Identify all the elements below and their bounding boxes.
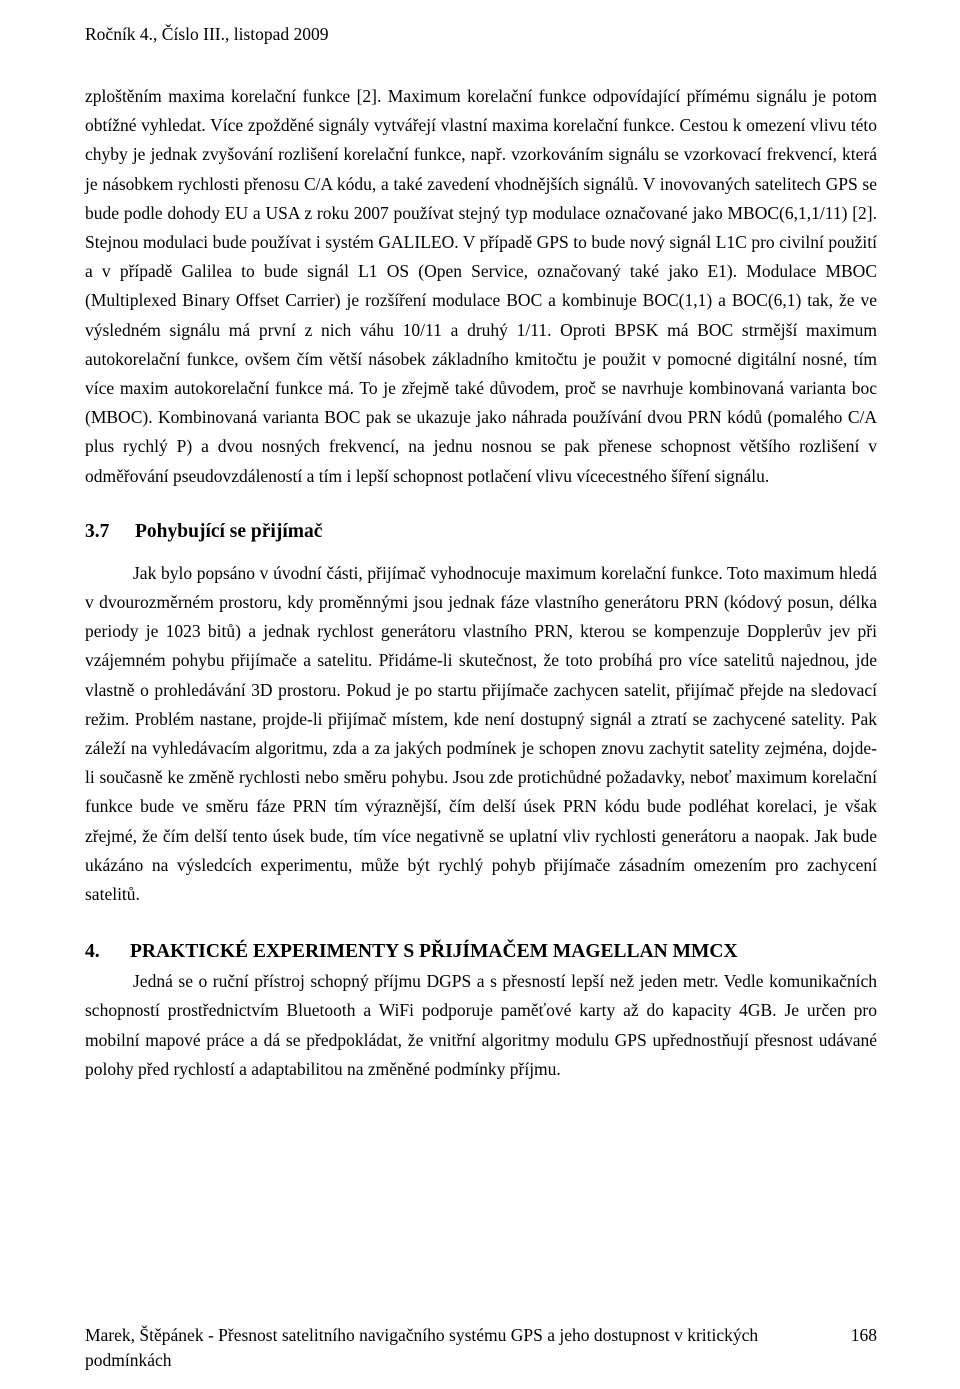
section-number: 4.	[85, 941, 100, 963]
page-content	[85, 82, 877, 1084]
page-footer	[85, 1323, 877, 1373]
section-title: Pohybující se přijímač	[135, 520, 323, 542]
section-heading-3-7	[85, 517, 877, 547]
section-3-7-paragraph: Jak bylo popsáno v úvodní části, přijímač vyhodnocuje maximum korelační funkce. Toto maximum hledá v dvourozměrném prostoru, kdy proměnnými jsou jednak fáze vlastního generátoru PRN (kódový posun, délka periody je 1023 bitů) a jednak rychlost generátoru vlastního PRN, kterou se kompenzuje Dopplerův jev při vzájemném pohybu přijímače a satelitu. Přidáme-li skutečnost, že toto probíhá pro více satelitů najednou, jde vlastně o prohledávání 3D prostoru. Pokud je po startu přijímače zachycen satelit, přijímač přejde na sledovací režim. Problém nastane, projde-li přijímač místem, kde není dostupný signál a ztratí se zachycené satelity. Pak záleží na vyhledávacím algoritmu, zda a za jakých podmínek je schopen znovu zachytit satelity zejména, dojde-li současně ke změně rychlosti nebo směru pohybu. Jsou zde protichůdné požadavky, neboť maximum korelační funkce bude ve směru fáze PRN tím výraznější, čím delší úsek PRN kódu bude podléhat korelaci, je však zřejmé, že čím delší tento úsek bude, tím více negativně se uplatní vliv rychlosti generátoru a naopak. Jak bude ukázáno na výsledcích experimentu, může být rychlý pohyb přijímače zásadním omezením pro zachycení satelitů.	[85, 562, 877, 905]
footer-citation: Marek, Štěpánek - Přesnost satelitního navigačního systému GPS a jeho dostupnost v kritických podmínkách	[85, 1325, 759, 1370]
section-title: PRAKTICKÉ EXPERIMENTY S PŘIJÍMAČEM MAGELLAN MMCX	[130, 941, 738, 963]
section-number: 3.7	[85, 520, 110, 542]
running-header: Ročník 4., Číslo III., listopad 2009	[85, 24, 329, 44]
section-4-paragraph: Jedná se o ruční přístroj schopný příjmu DGPS a s přesností lepší než jeden metr. Vedle komunikačních schopností prostřednictvím Bluetooth a WiFi podporuje paměťové karty až do kapacity 4GB. Je určen pro mobilní mapové práce a dá se předpokládat, že vnitřní algoritmy modulu GPS upřednostňují přesnost udávané polohy před rychlostí a adaptabilitou na změněné podmínky příjmu.	[85, 971, 877, 1079]
page-number: 168	[850, 1325, 877, 1345]
section-heading-4	[85, 937, 877, 967]
body-paragraph: zploštěním maxima korelační funkce [2]. Maximum korelační funkce odpovídající přímému signálu je potom obtížné vyhledat. Více zpožděné signály vytvářejí vlastní maxima korelační funkce. Cestou k omezení vlivu této chyby je jednak zvyšování rozlišení korelační funkce, např. vzorkováním signálu se vzorkovací frekvencí, která je násobkem rychlosti přenosu C/A kódu, a také zavedení vhodnějších signálů. V inovovaných satelitech GPS se bude podle dohody EU a USA z roku 2007 používat stejný typ modulace označované jako MBOC(6,1,1/11) [2]. Stejnou modulaci bude používat i systém GALILEO. V případě GPS to bude nový signál L1C pro civilní použití a v případě Galilea to bude signál L1 OS (Open Service, označovaný také jako E1). Modulace MBOC (Multiplexed Binary Offset Carrier) je rozšíření modulace BOC a kombinuje BOC(1,1) a BOC(6,1) tak, že ve výsledném signálu má první z nich váhu 10/11 a druhý 1/11. Oproti BPSK má BOC strmější maximum autokorelační funkce, ovšem čím větší násobek základního kmitočtu je použit v pomocné digitální nosné, tím více maxim autokorelační funkce má. To je zřejmě také důvodem, proč se navrhuje kombinovaná varianta boc (MBOC). Kombinovaná varianta BOC pak se ukazuje jako náhrada používání dvou PRN kódů (pomalého C/A plus rychlý P) a dvou nosných frekvencí, na jednu nosnou se pak přenese schopnost většího rozlišení v odměřování pseudovzdáleností a tím i lepší schopnost potlačení vlivu vícecestného šíření signálu.	[85, 86, 877, 486]
